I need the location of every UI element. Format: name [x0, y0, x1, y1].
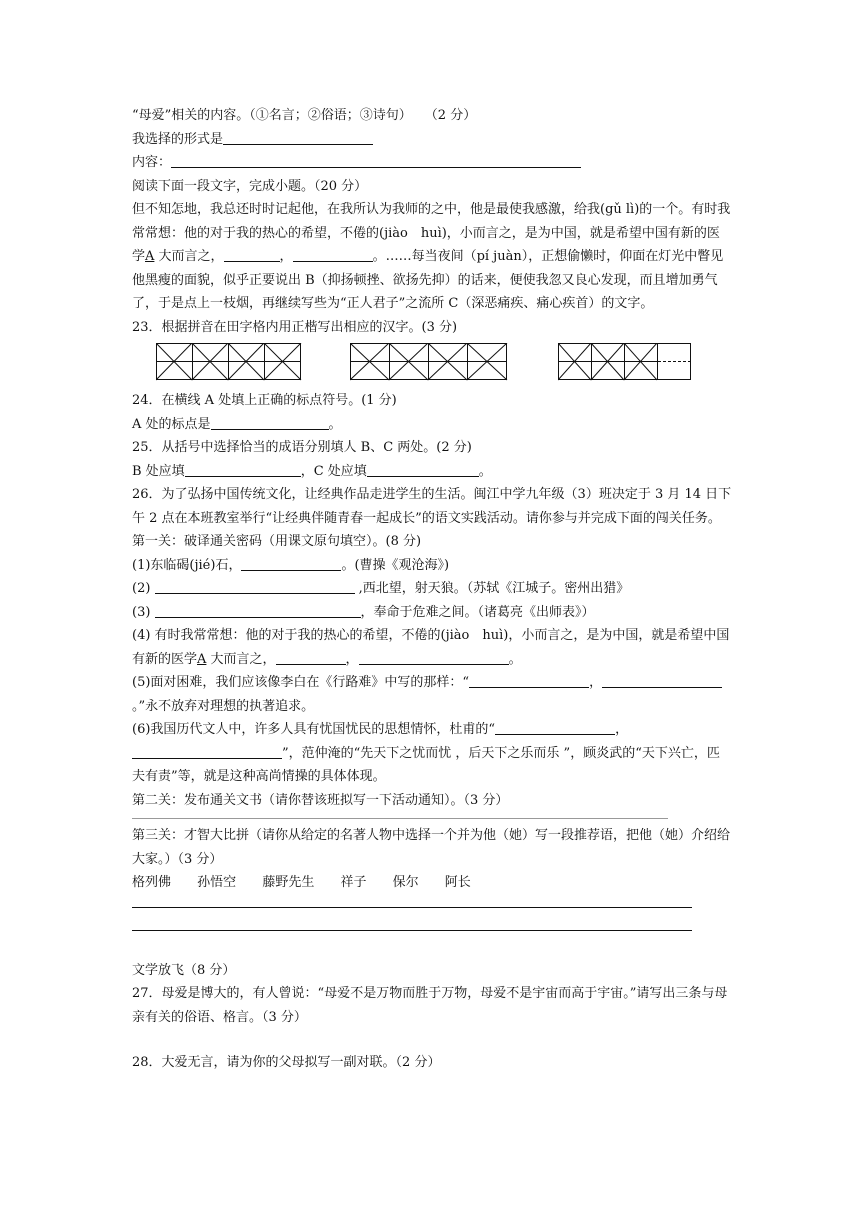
reading-passage: 但不知怎地，我总还时时记起他，在我所认为我师的之中，他是最使我感激，给我(gǔ lì)的一个。有时我常常想：他的对于我的热心的希望，不倦的(jiào huì)，小而言之，是为中国，就是希望中国有新的医学A 大而言之， ， 。……每当夜间（pí juàn），正想偷懒时，仰面在灯光中瞥见他黑瘦的面貌，似乎正要说出 B（抑扬顿挫、欲扬先抑）的话来，便使我忽又良心发现，而且增加勇气了，于是点上一枝烟，再继续写些为“正人君子”之流所 C（深恶痛疾、痛心疾首）的文字。: [132, 202, 731, 311]
sentence-4-blank-2[interactable]: [359, 649, 509, 665]
content-blank[interactable]: [171, 152, 581, 168]
question-28: 28．大爱无言，请为你的父母拟写一副对联。（2 分）: [132, 1055, 441, 1070]
sentence-1: (1)东临碣(jié)石， 。(曹操《观沧海》): [132, 554, 732, 578]
sentence-6: (6)我国历代文人中，许多人具有忧国忧民的思想情怀，杜甫的“ ，”，范仲淹的“先天下之忧而忧 ，后天下之乐而乐 ”，顾炎武的“天下兴亡，匹夫有责”等，就是这种高尚情操的具体体现。: [132, 718, 732, 789]
sentence-5: (5)面对困难，我们应该像李白在《行路难》中写的那样：“ ，。”永不放弃对理想的执著追求。: [132, 671, 732, 718]
marker-a: A: [145, 249, 155, 264]
answer-24-line: A 处的标点是 。: [132, 413, 732, 437]
level-3-heading: 第三关：才智大比拼（请你从给定的名著人物中选择一个并为他（她）写一段推荐语，把他（她）介绍给大家。）（3 分）: [132, 828, 731, 867]
question-24: 24．在横线 A 处填上正确的标点符号。(1 分): [132, 393, 397, 408]
name-fujino: 藤野先生: [262, 875, 315, 890]
literature-heading: 文学放飞（8 分）: [132, 962, 236, 978]
question-26: 26．为了弘扬中国传统文化，让经典作品走进学生的生活。闽江中学九年级（3）班决定于 3 月 14 日下午 2 点在本班教室举行“让经典伴随青春一起成长”的语文实践活动。请你参与并完成下面的闯关任务。: [132, 487, 732, 526]
sentence-2-blank[interactable]: [155, 578, 355, 594]
form-choice-blank[interactable]: [223, 129, 373, 145]
exam-page: [132, 104, 732, 1075]
character-names: [132, 871, 732, 895]
sentence-4: (4) 有时我常常想：他的对于我的热心的希望，不倦的(jiào huì)，小而言之，是为中国，就是希望中国有新的医学A 大而言之， ， 。: [132, 628, 730, 667]
question-23: 23．根据拼音在田字格内用正楷写出相应的汉字。(3 分): [132, 319, 458, 335]
level-1-heading: 第一关：破译通关密码（用课文原句填空）。(8 分): [132, 534, 422, 549]
sentence-3: (3) ，奉命于危难之间。（诸葛亮《出师表》）: [132, 601, 732, 625]
level-2-heading: 第二关：发布通关文书（请你替该班拟写一下活动通知）。（3 分）: [132, 792, 509, 808]
tianzige-grid-2[interactable]: [350, 343, 508, 381]
sentence-3-blank[interactable]: [155, 602, 361, 618]
sentence-1-blank[interactable]: [241, 555, 341, 571]
answer-24-blank[interactable]: [211, 414, 329, 430]
reading-instruction: 阅读下面一段文字，完成小题。（20 分）: [132, 178, 368, 194]
sentence-5-blank-2[interactable]: [602, 672, 722, 688]
name-a-chang: 阿长: [444, 875, 471, 890]
answer-25-line: B 处应填 ，C 处应填 。: [132, 460, 732, 484]
name-sun-wukong: 孙悟空: [197, 875, 237, 890]
answer-25b-blank[interactable]: [185, 461, 301, 477]
passage-blank-1[interactable]: [224, 246, 280, 262]
sentence-5-blank-1[interactable]: [469, 672, 589, 688]
sentence-4-blank-1[interactable]: [276, 649, 346, 665]
recommend-answer-line-2[interactable]: [132, 930, 692, 931]
sentence-6-blank-2[interactable]: [132, 743, 282, 759]
form-choice-label: 我选择的形式是: [132, 131, 224, 147]
sentence-6-blank-1[interactable]: [495, 719, 615, 735]
tianzige-grid-1[interactable]: [156, 343, 302, 381]
intro-line: “母爱”相关的内容。（①名言；②俗语；③诗句） （2 分）: [132, 108, 477, 123]
passage-blank-2[interactable]: [293, 246, 373, 262]
answer-25c-blank[interactable]: [367, 461, 479, 477]
question-27: 27．母爱是博大的，有人曾说：“母爱不是万物而胜于万物，母爱不是宇宙而高于宇宙。”请写出三条与母亲有关的俗语、格言。（3 分）: [132, 986, 728, 1025]
recommend-answer-line-1[interactable]: [132, 907, 692, 908]
notice-answer-line[interactable]: [132, 818, 668, 819]
tianzige-grid-3[interactable]: [558, 343, 692, 381]
sentence-2: (2) ,西北望，射天狼。（苏轼《江城子。密州出猎》: [132, 577, 732, 601]
content-label: 内容：: [132, 155, 172, 170]
name-pavel: 保尔: [392, 875, 419, 890]
content-line: [132, 151, 732, 175]
form-choice-line: [132, 128, 732, 152]
question-25: 25．从括号中选择恰当的成语分别填人 B、C 两处。(2 分): [132, 440, 472, 455]
tianzige-grids: [132, 339, 732, 389]
name-gulliver: 格列佛: [132, 875, 172, 890]
name-xiangzi: 祥子: [340, 875, 367, 890]
